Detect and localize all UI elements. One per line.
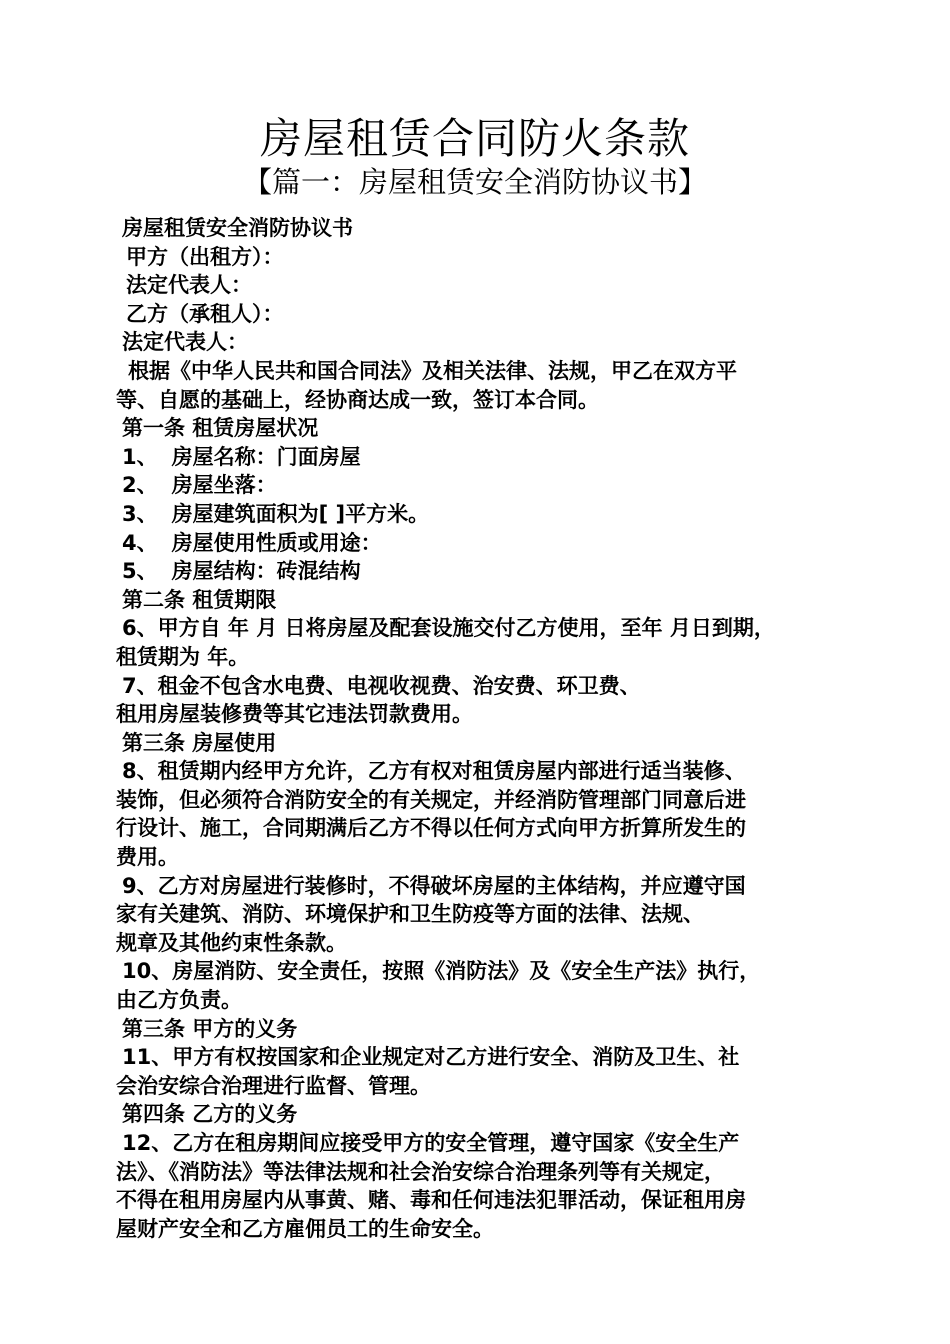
- agreement-heading: 房屋租赁安全消防协议书: [122, 216, 353, 240]
- item-text: 房屋结构：砖混结构: [171, 559, 361, 584]
- clause-7-line-2: 租用房屋装修费等其它违法罚款费用。: [116, 702, 473, 727]
- clause-7-line-1: 7、租金不包含水电费、电视收视费、治安费、环卫费、: [122, 673, 641, 698]
- item-number: 4、: [122, 530, 158, 555]
- article-2-heading: 第二条 租赁期限: [122, 587, 277, 612]
- clause-6-line-2: 租赁期为 年。: [116, 644, 250, 669]
- article-4-heading: 第四条 乙方的义务: [122, 1102, 298, 1127]
- article-party-a-duties-heading: 第三条 甲方的义务: [122, 1016, 298, 1041]
- item-number: 3、: [122, 501, 158, 526]
- party-b-line: 乙方（承租人）：: [126, 301, 284, 326]
- clause-12-line-2: 法》、《消防法》等法律法规和社会治安综合治理条列等有关规定，: [116, 1159, 725, 1184]
- article-3-heading: 第三条 房屋使用: [122, 730, 277, 755]
- list-item: [116, 471, 840, 500]
- clause-9-line-1: 9、乙方对房屋进行装修时，不得破坏房屋的主体结构，并应遵守国: [122, 873, 746, 898]
- clause-8-line-3: 行设计、施工，合同期满后乙方不得以任何方式向甲方折算所发生的: [116, 816, 746, 841]
- list-item: [116, 443, 840, 472]
- list-item: [116, 557, 840, 586]
- item-text: 房屋名称：门面房屋: [171, 444, 361, 469]
- preamble-line-2: 等、自愿的基础上，经协商达成一致，签订本合同。: [116, 387, 599, 412]
- document-title: 房屋租赁合同防火条款: [259, 114, 690, 163]
- item-text: 房屋建筑面积为[ ]平方米。: [171, 501, 430, 526]
- clause-8-line-1: 8、租赁期内经甲方允许，乙方有权对租赁房屋内部进行适当装修、: [122, 759, 746, 784]
- clause-6-line-1: 6、甲方自 年 月 日将房屋及配套设施交付乙方使用，至年 月日到期，: [122, 616, 775, 641]
- item-number: 2、: [122, 473, 158, 498]
- item-number: 1、: [122, 444, 158, 469]
- document-body: [116, 214, 840, 1243]
- document-subtitle: 【篇一：房屋租赁安全消防协议书】: [242, 165, 707, 199]
- clause-11-line-1: 11、甲方有权按国家和企业规定对乙方进行安全、消防及卫生、社: [122, 1045, 740, 1070]
- item-text: 房屋坐落：: [171, 473, 277, 498]
- clause-10-line-2: 由乙方负责。: [116, 988, 242, 1013]
- party-b-representative-line: 法定代表人：: [122, 330, 248, 355]
- list-item: [116, 500, 840, 529]
- clause-9-line-2: 家有关建筑、消防、环境保护和卫生防疫等方面的法律、法规、: [116, 902, 704, 927]
- article-1-heading: 第一条 租赁房屋状况: [122, 416, 319, 441]
- item-text: 房屋使用性质或用途：: [171, 530, 382, 555]
- clause-12-line-1: 12、乙方在租房期间应接受甲方的安全管理，遵守国家《安全生产: [122, 1131, 740, 1155]
- clause-11-line-2: 会治安综合治理进行监督、管理。: [116, 1073, 431, 1098]
- clause-12-line-3: 不得在租用房屋内从事黄、赌、毒和任何违法犯罪活动，保证租用房: [116, 1188, 746, 1213]
- clause-10-line-1: 10、房屋消防、安全责任，按照《消防法》及《安全生产法》执行，: [122, 959, 761, 984]
- list-item: [116, 529, 840, 558]
- clause-12-line-4: 屋财产安全和乙方雇佣员工的生命安全。: [116, 1216, 494, 1241]
- preamble-line-1: 根据《中华人民共和国合同法》及相关法律、法规，甲乙在双方平: [128, 358, 737, 383]
- clause-9-line-3: 规章及其他约束性条款。: [116, 930, 347, 955]
- clause-8-line-4: 费用。: [116, 845, 179, 870]
- item-number: 5、: [122, 559, 158, 584]
- party-a-line: 甲方（出租方）：: [126, 244, 284, 269]
- party-a-representative-line: 法定代表人：: [126, 273, 252, 298]
- clause-8-line-2: 装饰，但必须符合消防安全的有关规定，并经消防管理部门同意后进: [116, 787, 746, 812]
